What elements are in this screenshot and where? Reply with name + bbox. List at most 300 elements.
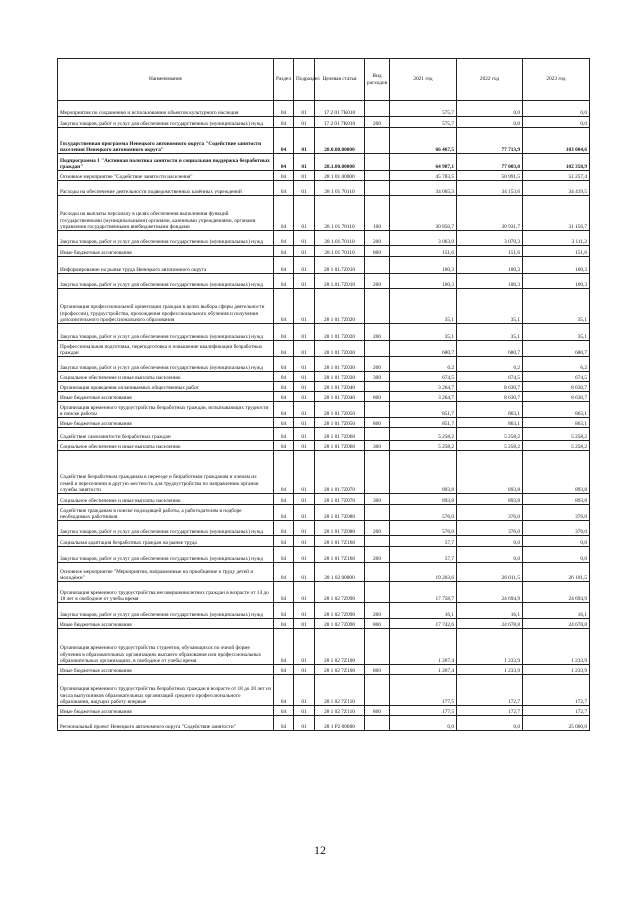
cell-name: Закупка товаров, работ и услуг для обеспечения государственных (муниципальных) нужд [58,521,274,536]
cell-2021: 6,2 [390,357,457,372]
cell-subsection: 01 [294,274,315,289]
cell-expense-type: 200 [365,547,390,563]
cell-2023: 376,0 [523,521,590,536]
cell-expense-type [365,716,390,731]
cell-subsection: 01 [294,521,315,536]
table-row [58,231,590,246]
cell-subsection: 01 [294,428,315,441]
cell-section: 04 [274,128,294,154]
cell-2023: 8 630,7 [523,392,590,402]
cell-expense-type [365,382,390,392]
cell-2021: 30 850,7 [390,196,457,231]
cell-2022: 50 991,5 [457,171,523,181]
cell-2023: 151,6 [523,246,590,257]
cell-2021: 674,5 [390,372,457,382]
cell-2023: 100,3 [523,274,590,289]
cell-2022: 0,0 [457,117,523,128]
table-row [58,505,590,521]
cell-2023: 1 233,9 [523,665,590,675]
cell-2021: 16,1 [390,603,457,619]
table-row [58,246,590,257]
cell-2021: 66 467,5 [390,128,457,154]
cell-expense-type [365,101,390,117]
cell-name: Социальное обеспечение и иные выплаты населению [58,494,274,505]
cell-2021: 34 065,3 [390,181,457,196]
table-row [58,629,590,665]
cell-section: 04 [274,196,294,231]
cell-2022: 0,0 [457,716,523,731]
cell-subsection: 01 [294,536,315,547]
cell-target: 28 1.01.7Z010 [315,274,365,289]
cell-section: 04 [274,372,294,382]
cell-2023: 0,0 [523,547,590,563]
cell-2022: 376,0 [457,505,523,521]
cell-name: Государственная программа Ненецкого автономного округа "Содействие занятости населения Ненецкого автономного округа" [58,128,274,154]
cell-expense-type [365,257,390,274]
header-year-2023: 2023 год [523,59,590,101]
cell-name: Закупка товаров, работ и услуг для обеспечения государственных (муниципальных) нужд [58,547,274,563]
table-row [58,603,590,619]
cell-2022: 77 003,0 [457,154,523,171]
cell-target: 28 1 02 7Z090 [315,619,365,629]
cell-2022: 30 931,7 [457,196,523,231]
cell-subsection: 01 [294,675,315,706]
cell-2021: 3 264,7 [390,382,457,392]
cell-2023: 34 419,5 [523,181,590,196]
cell-section: 04 [274,706,294,716]
cell-2023: 26 101,5 [523,563,590,582]
budget-table [57,58,590,731]
cell-section: 04 [274,536,294,547]
cell-section: 04 [274,582,294,603]
cell-2023: 25 000,0 [523,716,590,731]
cell-2021: 1 267,4 [390,665,457,675]
cell-2022: 151,6 [457,246,523,257]
cell-section: 04 [274,246,294,257]
table-row [58,706,590,716]
table-row [58,665,590,675]
cell-expense-type: 200 [365,357,390,372]
cell-2022: 172,7 [457,706,523,716]
table-row [58,494,590,505]
cell-2023: 680,7 [523,341,590,357]
cell-expense-type [365,154,390,171]
table-row [58,428,590,441]
cell-target: 28 1 01 7Z040 [315,382,365,392]
cell-2022: 5 258,2 [457,441,523,451]
cell-expense-type: 800 [365,665,390,675]
header-year-2022: 2022 год [457,59,523,101]
cell-2022: 1 233,9 [457,629,523,665]
cell-subsection: 01 [294,582,315,603]
cell-expense-type: 100 [365,196,390,231]
cell-expense-type: 200 [365,324,390,341]
cell-subsection: 01 [294,619,315,629]
cell-expense-type: 300 [365,372,390,382]
cell-subsection: 01 [294,357,315,372]
cell-subsection: 01 [294,418,315,428]
cell-subsection: 01 [294,629,315,665]
table-row [58,274,590,289]
cell-2022: 5 258,2 [457,428,523,441]
cell-name: Мероприятия по сохранению и использованию объектов культурного наследия [58,101,274,117]
cell-target: 28 1 P2 00000 [315,716,365,731]
cell-subsection: 01 [294,603,315,619]
cell-2022: 100,3 [457,274,523,289]
cell-section: 04 [274,563,294,582]
cell-subsection: 01 [294,171,315,181]
cell-target: 28.1.00.00000 [315,154,365,171]
cell-section: 04 [274,547,294,563]
cell-name: Основное мероприятие "Мероприятия, направленные на приобщение к труду детей и молодёжи" [58,563,274,582]
cell-expense-type [365,536,390,547]
cell-2023: 6,2 [523,357,590,372]
cell-2021: 17 742,6 [390,619,457,629]
cell-target: 28 1 01 7Z050 [315,418,365,428]
cell-2022: 26 011,5 [457,563,523,582]
cell-2022: 376,0 [457,521,523,536]
table-row [58,441,590,451]
cell-subsection: 01 [294,441,315,451]
cell-expense-type: 200 [365,521,390,536]
cell-section: 04 [274,665,294,675]
cell-2022: 674,5 [457,372,523,382]
table-row [58,128,590,154]
table-row [58,582,590,603]
table-row [58,547,590,563]
page-number: 12 [314,843,326,857]
cell-name: Организация временного трудоустройства студентов, обучающихся по очной форме обучения в образовательных организациях высшего образования или профессиональных образовательных организациях, в свободное от учебы время [58,629,274,665]
table-row [58,154,590,171]
cell-2021: 177,5 [390,675,457,706]
cell-section: 04 [274,382,294,392]
cell-2022: 172,7 [457,675,523,706]
cell-name: Закупка товаров, работ и услуг для обеспечения государственных (муниципальных) нужд [58,117,274,128]
cell-subsection: 01 [294,324,315,341]
cell-2023: 0,0 [523,117,590,128]
cell-section: 04 [274,675,294,706]
cell-2023: 16,1 [523,603,590,619]
cell-2022: 863,1 [457,402,523,418]
cell-name: Закупка товаров, работ и услуг для обеспечения государственных (муниципальных) нужд [58,324,274,341]
cell-name: Организация временного трудоустройства несовершеннолетних граждан в возрасте от 14 до 18 лет в свободное от учебы время [58,582,274,603]
cell-2021: 100,3 [390,274,457,289]
cell-subsection: 01 [294,128,315,154]
cell-expense-type: 800 [365,619,390,629]
cell-name: Иные бюджетные ассигнования [58,619,274,629]
cell-2021: 151,6 [390,246,457,257]
table-row [58,521,590,536]
cell-name: Социальная адаптация безработных граждан на рынке труда [58,536,274,547]
cell-expense-type: 800 [365,246,390,257]
cell-expense-type: 800 [365,706,390,716]
cell-2022: 0,0 [457,547,523,563]
cell-2021: 100,3 [390,257,457,274]
cell-2021: 576,0 [390,521,457,536]
cell-target: 28 1 01 70110 [315,196,365,231]
table-body [58,101,590,731]
cell-2022: 1 233,9 [457,665,523,675]
cell-name: Закупка товаров, работ и услуг для обеспечения государственных (муниципальных) нужд [58,603,274,619]
cell-2021: 57,7 [390,547,457,563]
cell-2021: 1 267,4 [390,629,457,665]
cell-section: 04 [274,418,294,428]
cell-2023: 103 004,6 [523,128,590,154]
cell-2021: 575,7 [390,117,457,128]
cell-subsection: 01 [294,154,315,171]
cell-name: Закупка товаров, работ и услуг для обеспечения государственных (муниципальных) нужд [58,231,274,246]
cell-expense-type: 800 [365,418,390,428]
cell-expense-type [365,181,390,196]
cell-subsection: 01 [294,372,315,382]
cell-target: 28 1 01 7Z030 [315,341,365,357]
cell-target: 28 1 01 7Z080 [315,505,365,521]
cell-target: 28 1 02 00000 [315,563,365,582]
cell-2023: 31 156,7 [523,196,590,231]
cell-2021: 64 987,1 [390,154,457,171]
cell-name: Социальное обеспечение и иные выплаты населению [58,372,274,382]
cell-2021: 5 258,2 [390,428,457,441]
cell-target: 28 1 01 7Z080 [315,521,365,536]
cell-2021: 893,8 [390,494,457,505]
cell-2023: 172,7 [523,706,590,716]
cell-target: 28 1 02 7Z090 [315,603,365,619]
cell-2021: 35,1 [390,324,457,341]
cell-expense-type [365,675,390,706]
cell-target: 28 1.01.70110 [315,231,365,246]
table-row [58,196,590,231]
cell-expense-type [365,171,390,181]
cell-2023: 172,7 [523,675,590,706]
cell-2023: 863,1 [523,402,590,418]
cell-target: 28 1 01 7Z160 [315,536,365,547]
cell-2023: 35,1 [523,324,590,341]
cell-2022: 24 694,9 [457,582,523,603]
cell-name: Организация временного трудоустройства безработных граждан в возрасте от 18 до 20 лет из числа выпускников образовательных организаций среднего профессионального образования, ищущих работу впервые [58,675,274,706]
header-subsection: Подраздел [294,59,315,101]
cell-2023: 0,0 [523,536,590,547]
cell-section: 04 [274,629,294,665]
cell-2021: 851,7 [390,402,457,418]
cell-subsection: 01 [294,706,315,716]
cell-target: 28 1 02 7Z100 [315,629,365,665]
cell-subsection: 01 [294,716,315,731]
cell-name: Иные бюджетные ассигнования [58,706,274,716]
cell-target: 28 1 01.7Z010 [315,257,365,274]
cell-2022: 100,3 [457,257,523,274]
header-target: Целевая статья [315,59,365,101]
cell-target: 28 1 01 7Z160 [315,547,365,563]
cell-2023: 376,0 [523,505,590,521]
cell-name: Иные бюджетные ассигнования [58,418,274,428]
cell-2022: 77 713,9 [457,128,523,154]
cell-target: 28.0.00.00000 [315,128,365,154]
cell-target: 28 1 01 00000 [315,171,365,181]
cell-subsection: 01 [294,341,315,357]
table-row [58,117,590,128]
cell-target: 28 1 02 7Z110 [315,675,365,706]
cell-2022: 680,7 [457,341,523,357]
cell-2022: 8 630,7 [457,382,523,392]
table-row [58,289,590,324]
cell-2023: 35,1 [523,289,590,324]
cell-section: 04 [274,441,294,451]
cell-section: 04 [274,274,294,289]
table-row [58,181,590,196]
header-year-2021: 2021 год [390,59,457,101]
table-row [58,372,590,382]
cell-2021: 57,7 [390,536,457,547]
cell-2022: 34 153,6 [457,181,523,196]
cell-name: Региональный проект Ненецкого автономного округа "Содействие занятости" [58,716,274,731]
cell-subsection: 01 [294,451,315,494]
cell-subsection: 01 [294,181,315,196]
table-row [58,716,590,731]
cell-2021: 5 258,2 [390,441,457,451]
cell-name: Расходы на обеспечение деятельности подведомственных казённых учреждений [58,181,274,196]
cell-2021: 680,7 [390,341,457,357]
cell-section: 04 [274,171,294,181]
cell-2023: 24 678,8 [523,619,590,629]
cell-name: Содействие гражданам в поиске подходящей работы, а работодателям в подборе необходимых работников [58,505,274,521]
cell-target: 28 1 01 7Z030 [315,357,365,372]
cell-target: 28 1 01 7Z070 [315,494,365,505]
table-row [58,675,590,706]
cell-2023: 893,8 [523,451,590,494]
table-row [58,357,590,372]
cell-section: 04 [274,341,294,357]
cell-2021: 893,8 [390,451,457,494]
cell-target: 28 1 02 7Z090 [315,582,365,603]
cell-subsection: 01 [294,505,315,521]
cell-section: 04 [274,231,294,246]
cell-2021: 177,5 [390,706,457,716]
cell-target: 28 1 01 7Z030 [315,372,365,382]
cell-2021: 576,0 [390,505,457,521]
cell-subsection: 01 [294,402,315,418]
cell-expense-type: 800 [365,392,390,402]
cell-2021: 3 264,7 [390,392,457,402]
table-row [58,257,590,274]
cell-subsection: 01 [294,257,315,274]
cell-target: 28 1 01 7Z040 [315,392,365,402]
cell-target: 28 1 01 70110 [315,181,365,196]
cell-2023: 5 258,2 [523,441,590,451]
cell-target: 28 1 02 7Z100 [315,665,365,675]
cell-name: Иные бюджетные ассигнования [58,665,274,675]
cell-2023: 863,1 [523,418,590,428]
cell-name: Социальное обеспечение и иные выплаты населению [58,441,274,451]
cell-expense-type: 200 [365,274,390,289]
cell-2022: 16,1 [457,603,523,619]
cell-2023: 8 630,7 [523,382,590,392]
cell-target: 28 1 01 7Z020 [315,324,365,341]
cell-subsection: 01 [294,392,315,402]
cell-section: 04 [274,494,294,505]
cell-2021: 851,7 [390,418,457,428]
cell-subsection: 01 [294,547,315,563]
cell-2021: 3 063,0 [390,231,457,246]
cell-subsection: 01 [294,101,315,117]
cell-2022: 6,2 [457,357,523,372]
cell-section: 04 [274,357,294,372]
cell-section: 04 [274,603,294,619]
cell-2023: 5 258,2 [523,428,590,441]
cell-expense-type: 200 [365,603,390,619]
cell-2021: 575,7 [390,101,457,117]
cell-subsection: 01 [294,382,315,392]
cell-target: 28 1 01.7Z070 [315,451,365,494]
cell-target: 17 2 01 7К010 [315,101,365,117]
cell-name: Профессиональная подготовка, переподготовка и повышение квалификации безработных граждан [58,341,274,357]
cell-expense-type [365,451,390,494]
cell-expense-type [365,428,390,441]
cell-2023: 1 233,9 [523,629,590,665]
cell-2021: 0,0 [390,716,457,731]
cell-2023: 893,8 [523,494,590,505]
cell-2023: 24 694,9 [523,582,590,603]
table-row [58,392,590,402]
table-row [58,451,590,494]
table-row [58,563,590,582]
table-row [58,324,590,341]
cell-section: 04 [274,451,294,494]
cell-expense-type [365,128,390,154]
cell-expense-type: 200 [365,231,390,246]
cell-section: 04 [274,289,294,324]
cell-2023: 0,0 [523,101,590,117]
cell-subsection: 01 [294,665,315,675]
cell-2022: 8 630,7 [457,392,523,402]
cell-2022: 3 070,3 [457,231,523,246]
cell-subsection: 01 [294,231,315,246]
cell-2022: 893,8 [457,451,523,494]
cell-name: Организация проведения оплачиваемых общественных работ [58,382,274,392]
cell-2022: 0,0 [457,101,523,117]
cell-target: 28 1 02 7Z110 [315,706,365,716]
cell-name: Содействие самозанятости безработных граждан [58,428,274,441]
cell-2023: 100,3 [523,257,590,274]
cell-section: 04 [274,521,294,536]
cell-target: 28 1 01 7Z060 [315,428,365,441]
cell-subsection: 01 [294,289,315,324]
cell-target: 28 1 01 7Z020 [315,289,365,324]
cell-expense-type [365,289,390,324]
cell-section: 04 [274,402,294,418]
cell-name: Организация профессиональной ориентации граждан в целях выбора сферы деятельности (профессии), трудоустройства, прохождения профессионального обучения и получения дополнительного профессионального образования [58,289,274,324]
cell-target: 28.1 01 70110 [315,246,365,257]
cell-2022: 35,1 [457,289,523,324]
table-row [58,418,590,428]
cell-expense-type: 200 [365,117,390,128]
cell-2021: 17 758,7 [390,582,457,603]
cell-name: Основное мероприятие "Содействие занятости населения" [58,171,274,181]
cell-name: Содействие безработным гражданам в переезде и безработным гражданам и членам их семей в переселении в другую местность для трудоустройства по направлению органов службы занятости [58,451,274,494]
cell-section: 04 [274,505,294,521]
cell-section: 04 [274,101,294,117]
cell-2022: 35,1 [457,324,523,341]
cell-section: 04 [274,181,294,196]
cell-subsection: 01 [294,196,315,231]
cell-name: Иные бюджетные ассигнования [58,246,274,257]
cell-subsection: 01 [294,117,315,128]
table-row [58,341,590,357]
table-row [58,402,590,418]
cell-section: 04 [274,257,294,274]
cell-section: 04 [274,428,294,441]
cell-section: 04 [274,154,294,171]
cell-expense-type [365,402,390,418]
